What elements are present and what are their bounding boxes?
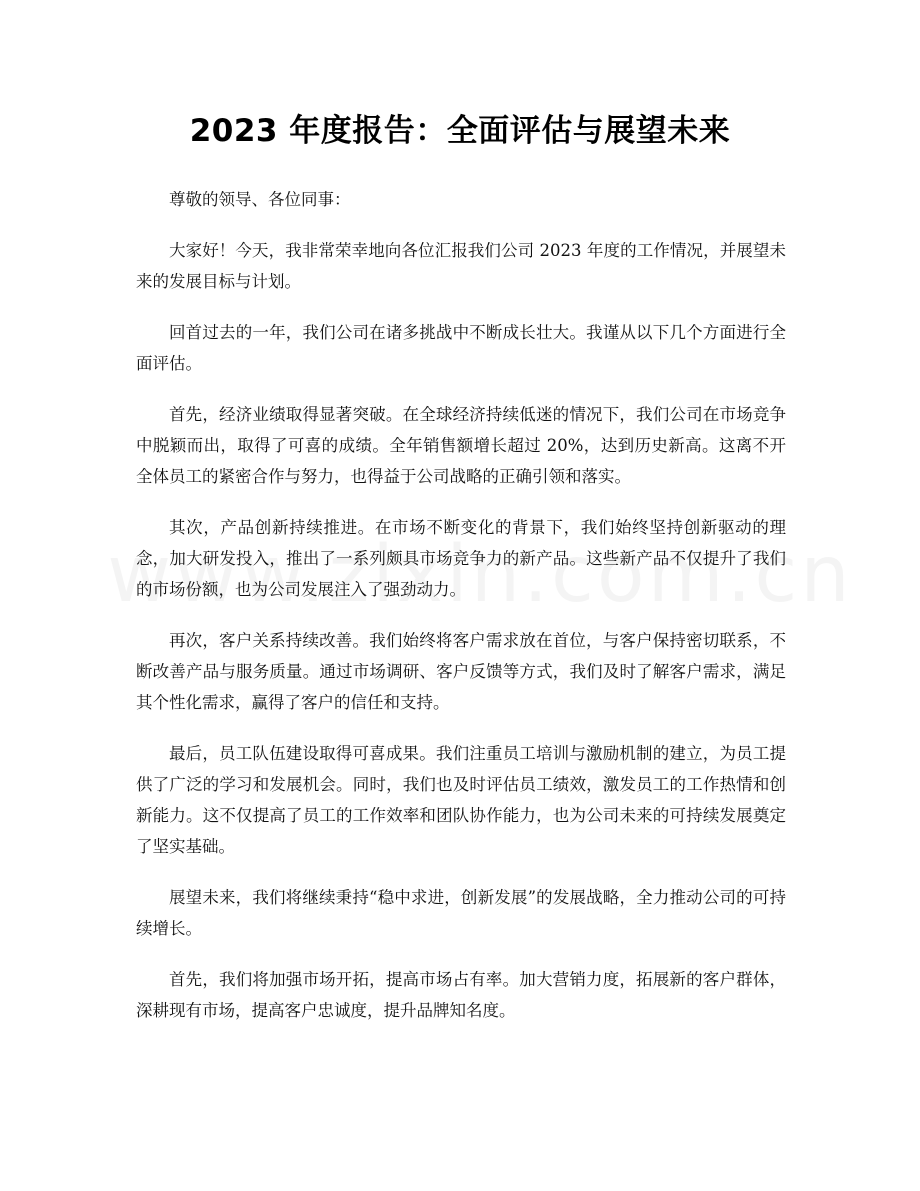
document-title: 2023 年度报告：全面评估与展望未来 bbox=[189, 113, 731, 149]
paragraph-economic-performance: 首先，经济业绩取得显著突破。在全球经济持续低迷的情况下，我们公司在市场竞争中脱颖而出，取得了可喜的成绩。全年销售额增长超过 20%，达到历史新高。这离不开全体员工的紧密合作与努力，也得益于公司战略的正确引领和落实。 bbox=[136, 405, 786, 486]
paragraph-market-expansion: 首先，我们将加强市场开拓，提高市场占有率。加大营销力度，拓展新的客户群体，深耕现有市场，提高客户忠诚度，提升品牌知名度。 bbox=[136, 970, 786, 1020]
paragraph-review-intro: 回首过去的一年，我们公司在诸多挑战中不断成长壮大。我谨从以下几个方面进行全面评估。 bbox=[136, 323, 786, 373]
paragraph-salutation: 尊敬的领导、各位同事： bbox=[169, 190, 351, 209]
paragraph-outlook-intro: 展望未来，我们将继续秉持“稳中求进，创新发展”的发展战略，全力推动公司的可持续增长。 bbox=[136, 888, 786, 938]
paragraph-customer-relations: 再次，客户关系持续改善。我们始终将客户需求放在首位，与客户保持密切联系，不断改善产品与服务质量。通过市场调研、客户反馈等方式，我们及时了解客户需求，满足其个性化需求，赢得了客户的信任和支持。 bbox=[136, 631, 786, 712]
paragraph-greeting: 大家好！今天，我非常荣幸地向各位汇报我们公司 2023 年度的工作情况，并展望未来的发展目标与计划。 bbox=[136, 241, 786, 291]
paragraph-product-innovation: 其次，产品创新持续推进。在市场不断变化的背景下，我们始终坚持创新驱动的理念，加大研发投入，推出了一系列颇具市场竞争力的新产品。这些新产品不仅提升了我们的市场份额，也为公司发展注入了强劲动力。 bbox=[136, 518, 786, 599]
paragraph-staff-development: 最后，员工队伍建设取得可喜成果。我们注重员工培训与激励机制的建立，为员工提供了广泛的学习和发展机会。同时，我们也及时评估员工绩效，激发员工的工作热情和创新能力。这不仅提高了员工的工作效率和团队协作能力，也为公司未来的可持续发展奠定了坚实基础。 bbox=[136, 744, 786, 856]
document-body bbox=[136, 184, 786, 1046]
